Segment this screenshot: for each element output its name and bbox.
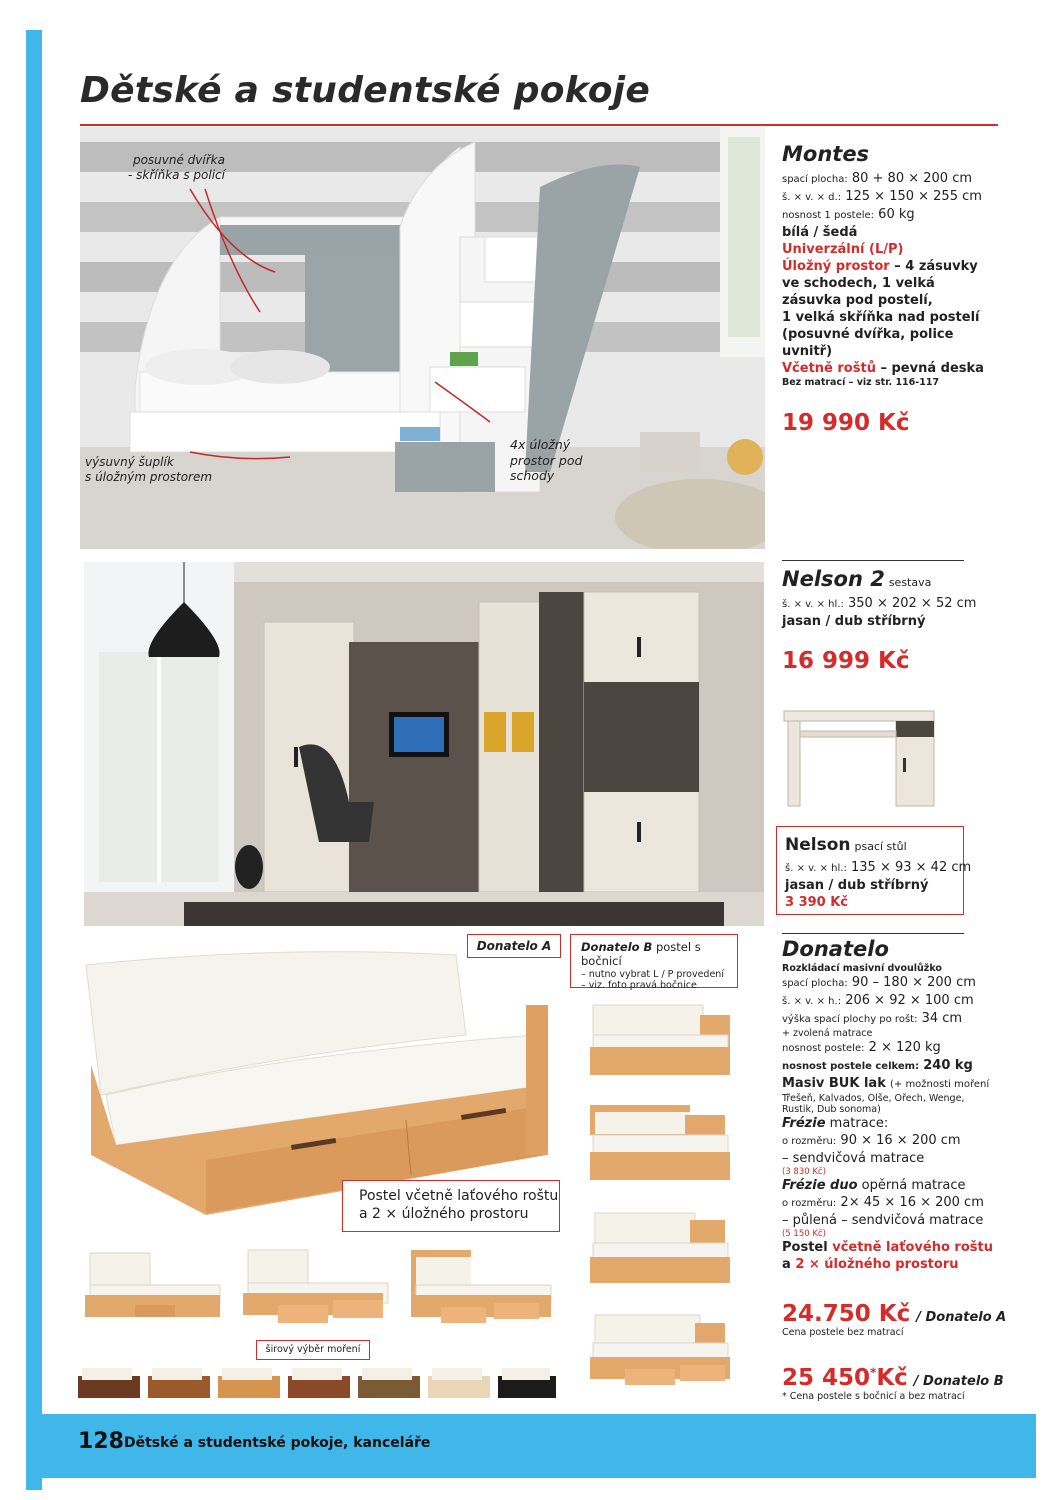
donatelo-load-total: nosnost postele celkem: 240 kg [782, 1058, 973, 1073]
montes-storage: Úložný prostor – 4 zásuvky [782, 259, 978, 274]
stain-caption: širový výběr moření [265, 1344, 361, 1355]
donatelo-frezie-duo-type: – půlená – sendvičová matrace [782, 1213, 984, 1228]
nelson-desk-name: Nelson psací stůl [785, 835, 907, 855]
donatelo-price-a-block [782, 1301, 1022, 1338]
donatelo-includes-storage: a 2 × úložného prostoru [782, 1257, 959, 1272]
nelson2-dims: š. × v. × hl.: 350 × 202 × 52 cm [782, 596, 977, 611]
footer-section-title: Dětské a studentské pokoje, kanceláře [124, 1435, 431, 1451]
stain-swatch-4 [288, 1368, 350, 1398]
donatelo-price-b: 25 450*Kč / Donatelo B [782, 1365, 1004, 1391]
donatelo-frezie-type: – sendvičová matrace [782, 1151, 925, 1166]
montes-storage-line: (posuvné dvířka, police [782, 327, 954, 342]
donatelo-frezie-size: o rozměru: 90 × 16 × 200 cm [782, 1133, 961, 1148]
stain-swatch-3 [218, 1368, 280, 1398]
nelson2-color: jasan / dub stříbrný [782, 614, 926, 629]
stain-swatch-6 [428, 1368, 490, 1398]
callout-drawer: výsuvný šuplík s úložným prostorem [85, 455, 213, 484]
montes-storage-line: ve schodech, 1 velká [782, 276, 935, 291]
donatelo-mattress-extra: + zvolená matrace [782, 1028, 873, 1039]
donatelo-row-sleeping: spací plocha: 90 – 180 × 200 cm [782, 975, 976, 990]
montes-photo [80, 127, 765, 549]
nelson2-divider [782, 560, 964, 561]
donatelo-load: nosnost postele: 2 × 120 kg [782, 1040, 941, 1055]
montes-row-sleeping: spací plocha: 80 + 80 × 200 cm [782, 171, 973, 186]
nelson-desk-color: jasan / dub stříbrný [785, 878, 929, 893]
donatelo-material: Masiv BUK lak (+ možnosti moření [782, 1076, 990, 1091]
title-divider [80, 124, 998, 126]
nelson-desk-price: 3 390 Kč [785, 895, 849, 910]
donatelo-subtitle: Rozkládací masivní dvoulůžko [782, 963, 942, 974]
donatelo-price-b-note: * Cena postele s bočnicí a bez matrací [782, 1391, 965, 1402]
donatelo-frezie-duo-size: o rozměru: 2× 45 × 16 × 200 cm [782, 1195, 984, 1210]
montes-price: 19 990 Kč [782, 410, 910, 436]
donatelo-includes-slats: Postel včetně laťového roštu [782, 1240, 993, 1255]
callout-stair-storage: 4x úložný prostor pod schody [510, 437, 583, 484]
callout-sliding-doors: posuvné dvířka - skříňka s policí [128, 153, 225, 182]
donatelo-frezie-duo: Frézie duo opěrná matrace [782, 1178, 966, 1193]
donatelo-name: Donatelo [782, 937, 889, 961]
stain-swatches [78, 1364, 558, 1402]
donatelo-divider [782, 933, 964, 934]
donatelo-variant-3 [406, 1245, 558, 1330]
donatelo-a-label-text: Donatelo A [476, 939, 552, 953]
stain-swatch-7 [498, 1368, 556, 1398]
stain-caption-box [256, 1340, 370, 1360]
montes-row-dims: š. × v. × d.: 125 × 150 × 255 cm [782, 189, 982, 204]
donatelo-stains-line: Rustik, Dub sonoma) [782, 1104, 881, 1115]
montes-universal: Univerzální (L/P) [782, 242, 904, 257]
nelson2-name: Nelson 2 sestava [782, 567, 932, 591]
donatelo-frezie: Frézie matrace: [782, 1116, 889, 1131]
page-number: 128 [78, 1429, 124, 1454]
donatelo-variant-2 [238, 1245, 398, 1330]
donatelo-price-b-block [782, 1365, 1022, 1402]
donatelo-row-height: výška spací plochy po rošt: 34 cm [782, 1011, 963, 1026]
donatelo-price-a: 24.750 Kč / Donatelo A [782, 1301, 1007, 1327]
donatelo-b-variant-3 [585, 1205, 740, 1300]
montes-color: bílá / šedá [782, 225, 858, 240]
donatelo-row-dims: š. × v. × h.: 206 × 92 × 100 cm [782, 993, 974, 1008]
nelson-desk-dims: š. × v. × hl.: 135 × 93 × 42 cm [785, 860, 972, 875]
donatelo-info [782, 937, 1007, 1273]
donatelo-frezie-duo-price: (5 150 Kč) [782, 1229, 826, 1239]
donatelo-feature-box [342, 1180, 560, 1232]
montes-storage-line: 1 velká skříňka nad postelí [782, 310, 980, 325]
nelson2-price: 16 999 Kč [782, 648, 910, 674]
donatelo-stains-line: Třešeň, Kalvados, Olše, Ořech, Wenge, [782, 1093, 965, 1104]
nelson2-photo [84, 562, 764, 926]
donatelo-b-variant-2 [585, 1100, 740, 1195]
donatelo-b-variant-1 [585, 995, 740, 1090]
montes-slats: Včetně roštů – pevná deska [782, 361, 984, 376]
stain-swatch-1 [78, 1368, 140, 1398]
stain-swatch-2 [148, 1368, 210, 1398]
page-title: Dětské a studentské pokoje [80, 70, 651, 111]
donatelo-feature-text: Postel včetně laťového roštu a 2 × úložného prostoru [359, 1188, 559, 1222]
montes-name: Montes [782, 142, 870, 166]
donatelo-b-label [570, 934, 738, 991]
nelson-desk-box [776, 826, 972, 915]
montes-info [782, 142, 1002, 436]
donatelo-b-label-text: Donatelo B postel s bočnicí – nutno vybrat L / P provedení – viz. foto pravá bočnice [581, 940, 724, 991]
donatelo-a-label [467, 934, 561, 958]
nelson-desk-photo [778, 703, 942, 813]
donatelo-variant-1 [80, 1245, 230, 1325]
stain-swatch-5 [358, 1368, 420, 1398]
donatelo-frezie-price: (3 830 Kč) [782, 1167, 826, 1177]
montes-note: Bez matrací – viz str. 116-117 [782, 377, 940, 388]
montes-storage-line: uvnitř) [782, 344, 833, 359]
nelson2-info [782, 567, 1002, 674]
side-accent-stripe [26, 30, 42, 1490]
donatelo-price-a-note: Cena postele bez matrací [782, 1327, 904, 1338]
montes-row-load: nosnost 1 postele: 60 kg [782, 207, 915, 222]
montes-storage-line: zásuvka pod postelí, [782, 293, 933, 308]
donatelo-b-variant-4 [585, 1305, 740, 1395]
